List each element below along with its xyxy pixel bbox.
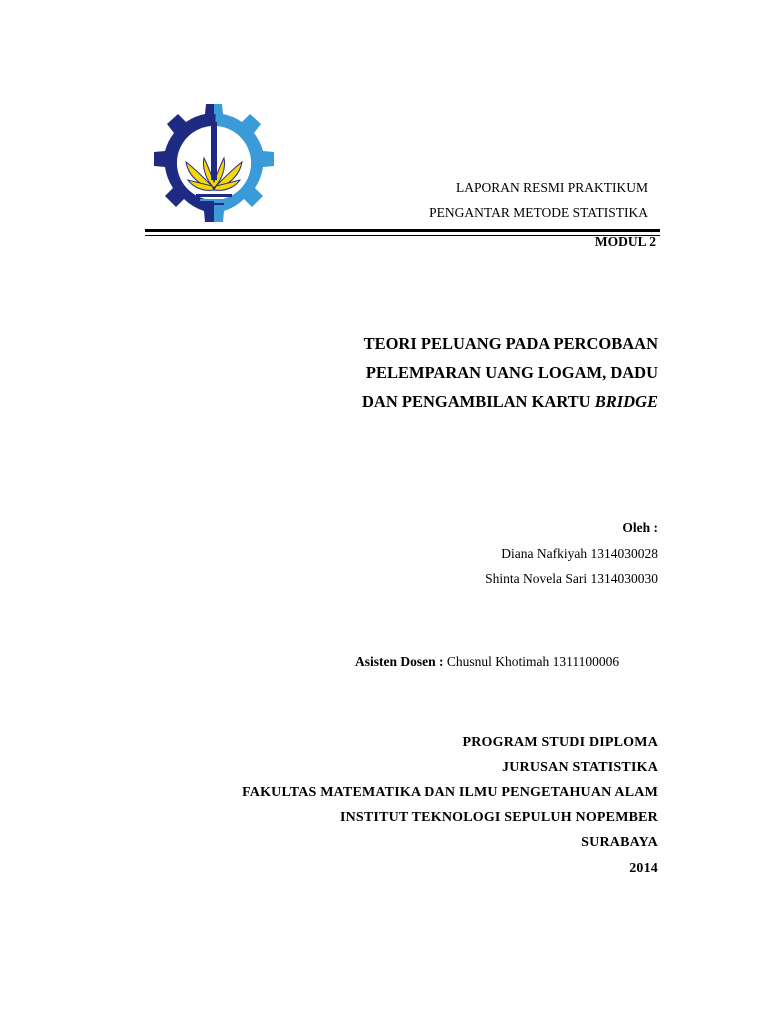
footer-year: 2014	[629, 861, 658, 876]
authors-label: Oleh :	[622, 520, 658, 535]
assistant-label: Asisten Dosen :	[355, 654, 444, 669]
title-line-3-italic: BRIDGE	[594, 392, 658, 411]
title-line-3-text: DAN PENGAMBILAN KARTU	[362, 392, 595, 411]
author-2: Shinta Novela Sari 1314030030	[485, 571, 658, 586]
footer-program: PROGRAM STUDI DIPLOMA	[462, 735, 658, 750]
title-line-1: TEORI PELUANG PADA PERCOBAAN	[363, 334, 658, 353]
footer-city: SURABAYA	[581, 835, 658, 850]
its-gear-logo	[148, 100, 280, 226]
module-number: MODUL 2	[594, 234, 656, 249]
author-1: Diana Nafkiyah 1314030028	[501, 546, 658, 561]
course-name: PENGANTAR METODE STATISTIKA	[429, 205, 648, 220]
assistant-line	[355, 654, 619, 670]
title-line-2: PELEMPARAN UANG LOGAM, DADU	[365, 363, 658, 382]
header-divider	[145, 229, 660, 232]
footer-institute: INSTITUT TEKNOLOGI SEPULUH NOPEMBER	[339, 810, 658, 825]
assistant-name: Chusnul Khotimah 1311100006	[443, 654, 620, 669]
footer-department: JURUSAN STATISTIKA	[502, 760, 658, 775]
header-divider-thin	[145, 235, 660, 236]
footer-faculty: FAKULTAS MATEMATIKA DAN ILMU PENGETAHUAN ALAM	[242, 785, 658, 800]
title-line-3	[362, 392, 658, 412]
report-type: LAPORAN RESMI PRAKTIKUM	[455, 180, 648, 195]
